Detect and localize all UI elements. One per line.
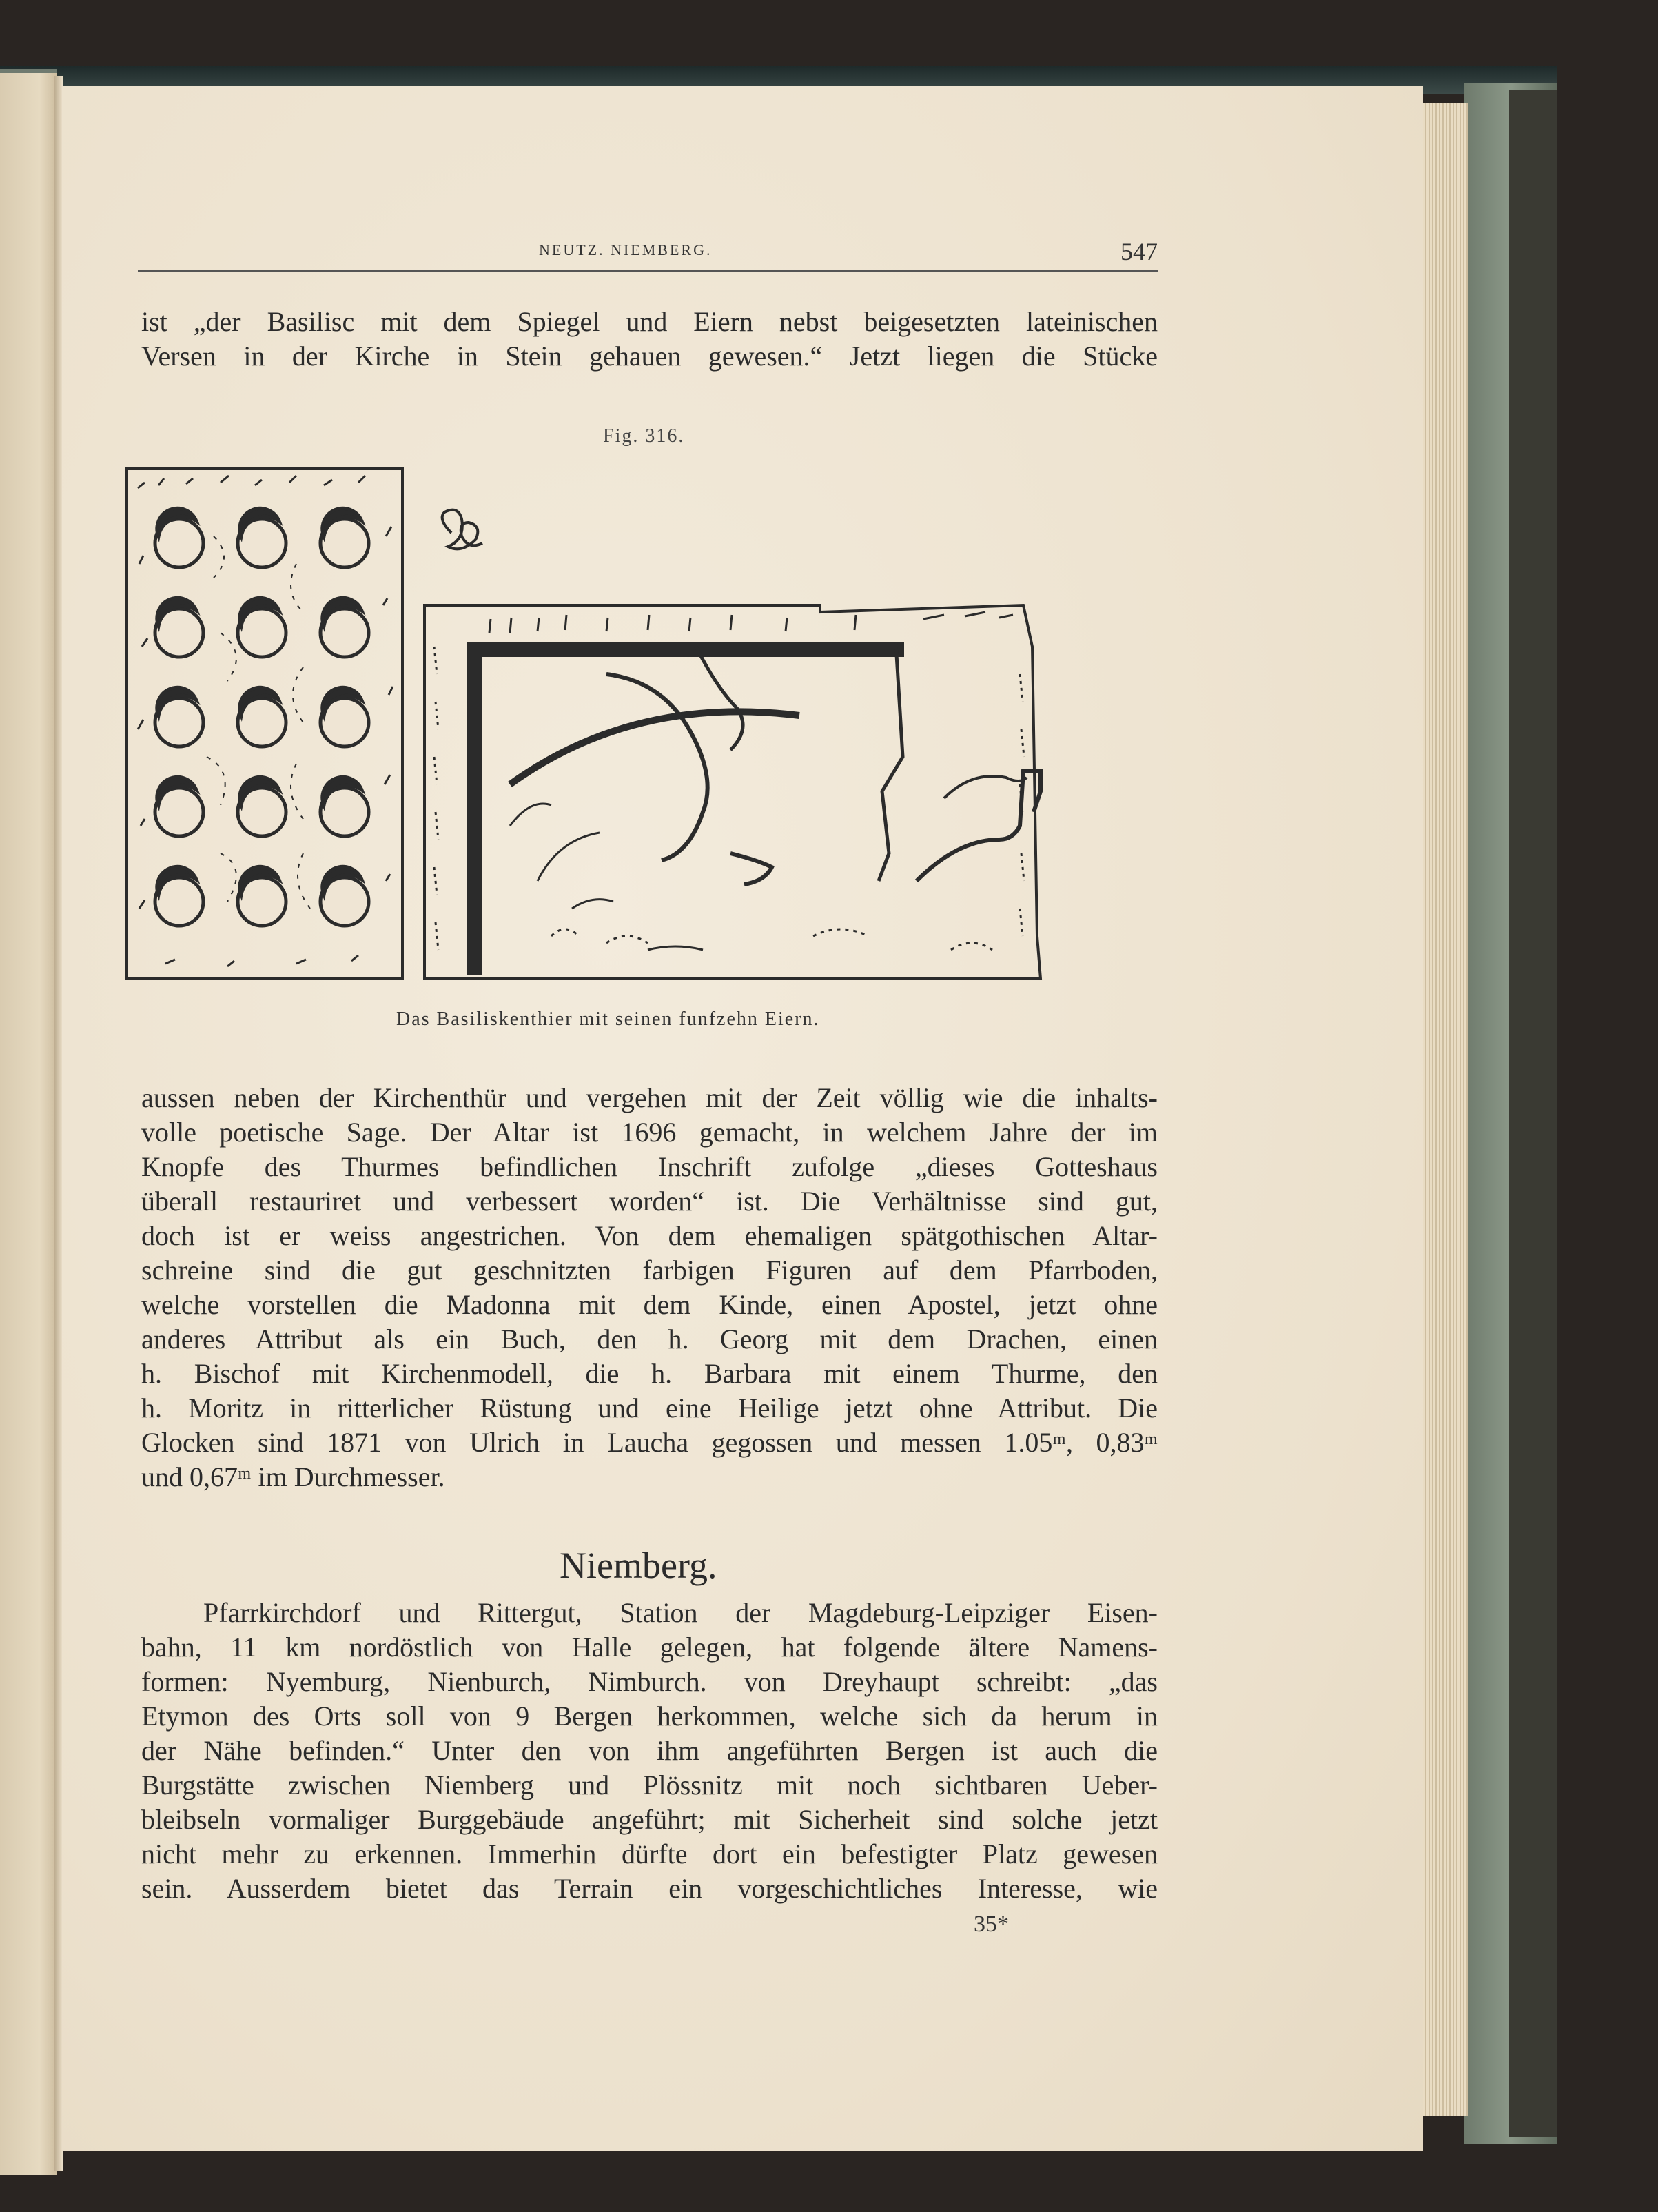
text-line: ist „der Basilisc mit dem Spiegel und Eiern nebst beigesetzten lateinischen bbox=[141, 306, 1158, 337]
text-line: bahn, 11 km nordöstlich von Halle gelegen, hat folgende ältere Namens- bbox=[141, 1632, 1158, 1663]
text-line: und 0,67ᵐ im Durchmesser. bbox=[141, 1461, 445, 1492]
text-line: Versen in der Kirche in Stein gehauen gewesen.“ Jetzt liegen die Stücke bbox=[141, 341, 1158, 372]
text-line: überall restauriret und verbessert worden“ ist. Die Verhältnisse sind gut, bbox=[141, 1186, 1158, 1217]
text-line: h. Bischof mit Kirchenmodell, die h. Barbara mit einem Thurme, den bbox=[141, 1358, 1158, 1389]
egg-row-5 bbox=[155, 866, 369, 926]
top-text bbox=[141, 305, 1158, 374]
text-line: welche vorstellen die Madonna mit dem Kinde, einen Apostel, jetzt ohne bbox=[141, 1289, 1158, 1320]
text-line: formen: Nyemburg, Nienburch, Nimburch. von Dreyhaupt schreibt: „das bbox=[141, 1666, 1158, 1697]
egg-row-4 bbox=[155, 777, 369, 836]
paragraph-2 bbox=[141, 1596, 1158, 1906]
text-line: aussen neben der Kirchenthür und vergehen mit der Zeit völlig wie die inhalts- bbox=[141, 1082, 1158, 1113]
figure-label: Fig. 316. bbox=[603, 425, 685, 447]
monogram-mark bbox=[442, 510, 482, 549]
book-cover-spine bbox=[1509, 90, 1557, 2137]
egg-row-2 bbox=[155, 598, 369, 657]
signature-mark: 35* bbox=[974, 1911, 1009, 1937]
egg-row-3 bbox=[155, 687, 369, 747]
paragraph-1 bbox=[141, 1081, 1158, 1494]
text-line: Burgstätte zwischen Niemberg und Plössnitz mit noch sichtbaren Ueber- bbox=[141, 1769, 1158, 1800]
figure-illustration bbox=[124, 467, 1171, 993]
text-line: anderes Attribut als ein Buch, den h. Georg mit dem Drachen, einen bbox=[141, 1323, 1158, 1354]
text-line: der Nähe befinden.“ Unter den von ihm angeführten Bergen ist auch die bbox=[141, 1735, 1158, 1766]
page-edges bbox=[1420, 103, 1468, 2116]
text-line: schreine sind die gut geschnitzten farbigen Figuren auf dem Pfarrboden, bbox=[141, 1255, 1158, 1286]
figure-caption: Das Basiliskenthier mit seinen funfzehn Eiern. bbox=[396, 1008, 820, 1030]
text-line: bleibseln vormaliger Burggebäude angeführt; mit Sicherheit sind solche jetzt bbox=[141, 1804, 1158, 1835]
eggs bbox=[155, 508, 369, 926]
egg-row-1 bbox=[155, 508, 369, 567]
text-line: Etymon des Orts soll von 9 Bergen herkommen, welche sich da herum in bbox=[141, 1701, 1158, 1732]
text-line: doch ist er weiss angestrichen. Von dem ehemaligen spätgothischen Altar- bbox=[141, 1220, 1158, 1251]
section-heading: Niemberg. bbox=[560, 1545, 717, 1586]
text-line: nicht mehr zu erkennen. Immerhin dürfte dort ein befestigter Platz gewesen bbox=[141, 1838, 1158, 1869]
text-line: h. Moritz in ritterlicher Rüstung und eine Heilige jetzt ohne Attribut. Die bbox=[141, 1392, 1158, 1423]
page-number: 547 bbox=[1120, 238, 1158, 265]
facing-page-edge bbox=[0, 69, 57, 2175]
text-line: Glocken sind 1871 von Ulrich in Laucha gegossen und messen 1.05ᵐ, 0,83ᵐ bbox=[141, 1427, 1158, 1458]
text-line: Pfarrkirchdorf und Rittergut, Station der Magdeburg-Leipziger Eisen- bbox=[203, 1597, 1158, 1628]
running-head bbox=[138, 238, 1158, 272]
text-line: sein. Ausserdem bietet das Terrain ein vorgeschichtliches Interesse, wie bbox=[141, 1873, 1158, 1904]
basilisk-relief bbox=[424, 605, 1041, 979]
text-line: volle poetische Sage. Der Altar ist 1696 gemacht, in welchem Jahre der im bbox=[141, 1117, 1158, 1148]
text-line: Knopfe des Thurmes befindlichen Inschrift zufolge „dieses Gotteshaus bbox=[141, 1151, 1158, 1182]
running-head-title: NEUTZ. NIEMBERG. bbox=[539, 241, 713, 258]
